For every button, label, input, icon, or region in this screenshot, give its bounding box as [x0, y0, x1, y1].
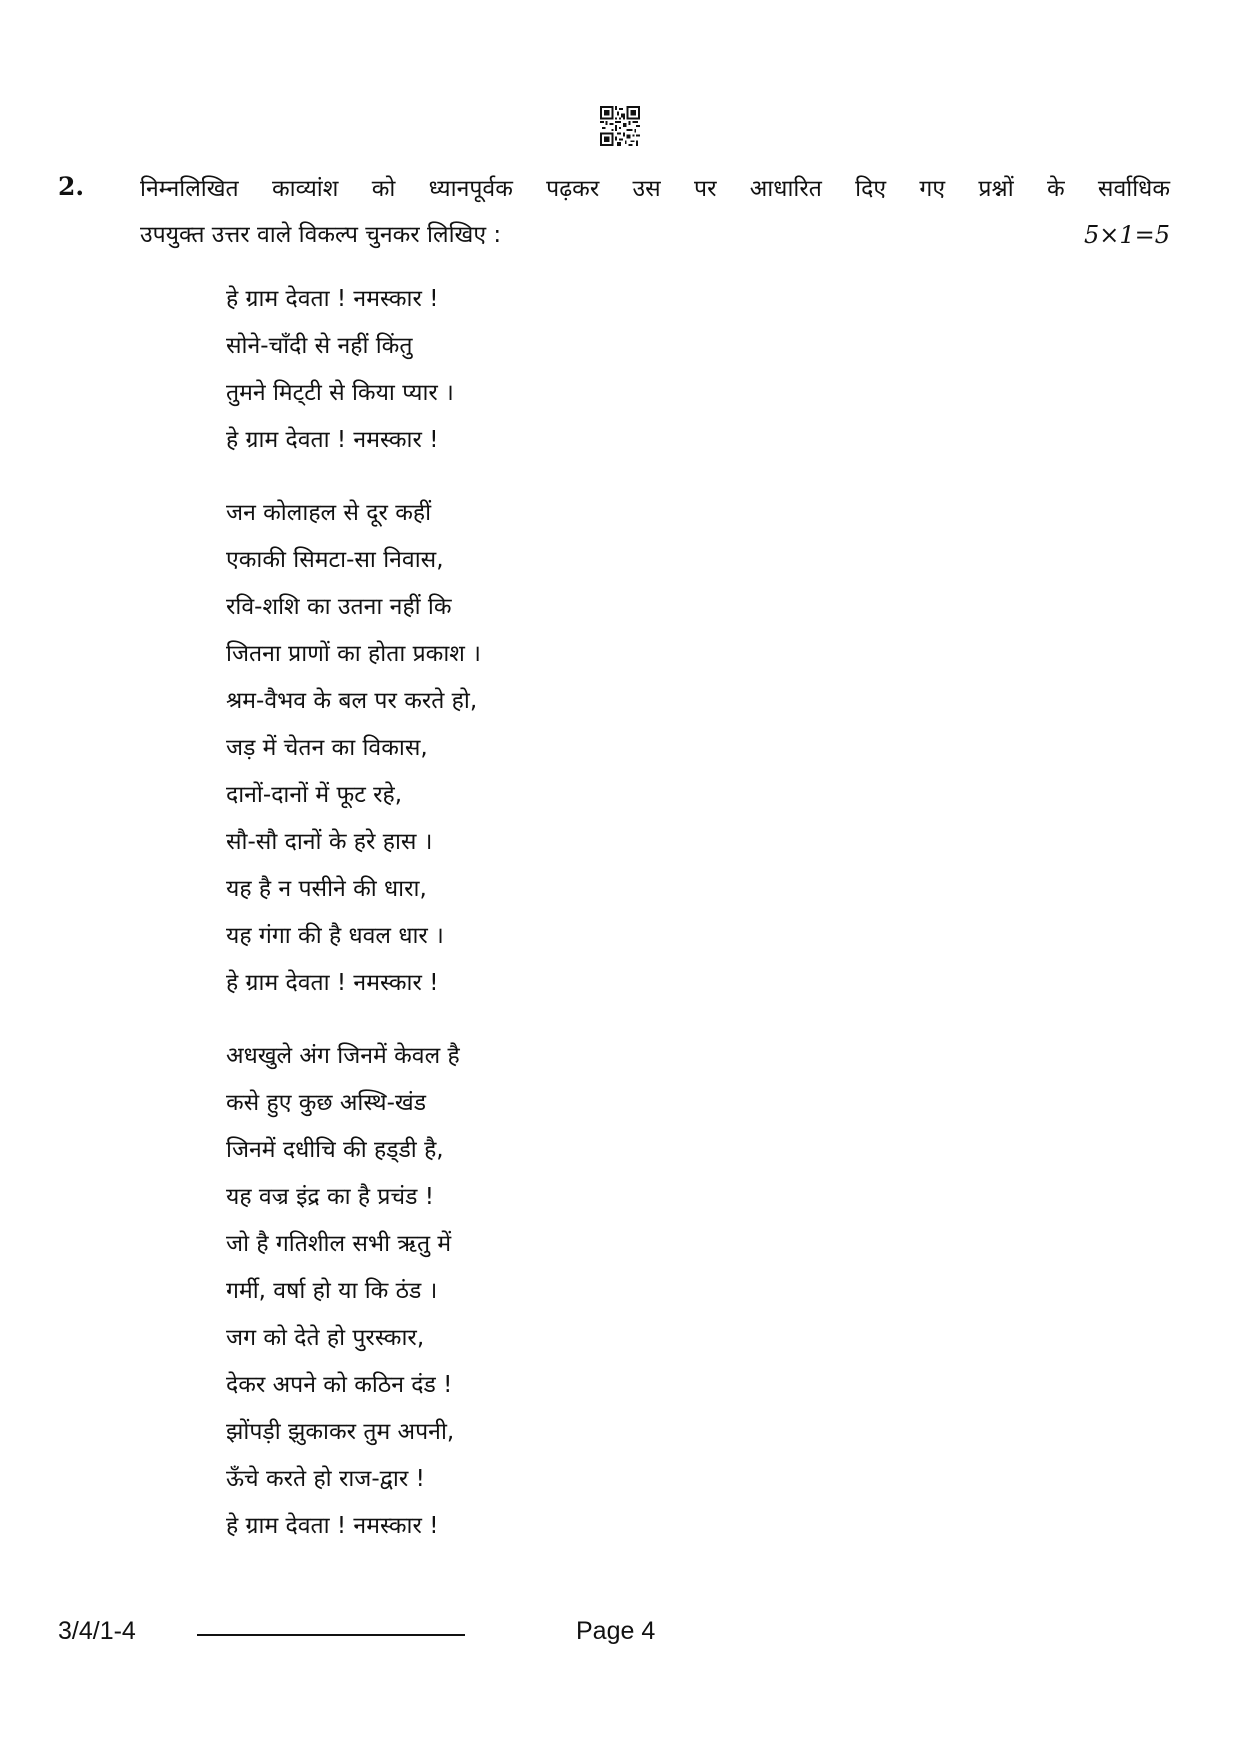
- poem-line: ऊँचे करते हो राज-द्वार !: [226, 1466, 425, 1492]
- poem-line: सोने-चाँदी से नहीं किंतु: [226, 333, 413, 359]
- stanza-3: [226, 1033, 481, 1550]
- instruction-line-1: निम्नलिखित काव्यांश को ध्यानपूर्वक पढ़कर उस पर आधारित दिए गए प्रश्नों के सर्वाधिक: [140, 176, 1170, 202]
- qr-code-icon: [600, 106, 640, 146]
- stanza-1: [226, 276, 481, 464]
- poem-line: सौ-सौ दानों के हरे हास ।: [226, 829, 433, 855]
- poem-line: हे ग्राम देवता ! नमस्कार !: [226, 286, 439, 312]
- poem-line: जो है गतिशील सभी ऋतु में: [226, 1231, 452, 1257]
- poem-line: जन कोलाहल से दूर कहीं: [226, 500, 432, 526]
- poem-line: दानों-दानों में फूट रहे,: [226, 782, 403, 808]
- poem: [226, 276, 481, 1576]
- poem-line: जड़ में चेतन का विकास,: [226, 735, 428, 761]
- question-instruction: [140, 166, 1170, 258]
- poem-line: रवि-शशि का उतना नहीं कि: [226, 594, 452, 620]
- poem-line: हे ग्राम देवता ! नमस्कार !: [226, 970, 439, 996]
- poem-line: एकाकी सिमटा-सा निवास,: [226, 547, 444, 573]
- instruction-line-2: उपयुक्त उत्तर वाले विकल्प चुनकर लिखिए :: [140, 222, 502, 248]
- poem-line: हे ग्राम देवता ! नमस्कार !: [226, 1513, 439, 1539]
- poem-line: देकर अपने को कठिन दंड !: [226, 1372, 453, 1398]
- poem-line: कसे हुए कुछ अस्थि-खंड: [226, 1090, 426, 1116]
- page-footer: [0, 1617, 1241, 1657]
- page-number: Page 4: [576, 1617, 656, 1645]
- poem-line: झोंपड़ी झुकाकर तुम अपनी,: [226, 1419, 455, 1445]
- instruction-line-2-row: [140, 212, 1170, 258]
- poem-line: श्रम-वैभव के बल पर करते हो,: [226, 688, 478, 714]
- poem-line: जितना प्राणों का होता प्रकाश ।: [226, 641, 481, 667]
- poem-line: तुमने मिट्‌टी से किया प्यार ।: [226, 380, 454, 406]
- poem-line: जिनमें दधीचि की हड्‌डी है,: [226, 1137, 444, 1163]
- poem-line: गर्मी, वर्षा हो या कि ठंड ।: [226, 1278, 438, 1304]
- marks-allocation: 5×1=5: [1083, 221, 1170, 249]
- poem-line: यह वज्र इंद्र का है प्रचंड !: [226, 1184, 434, 1210]
- footer-rule: [197, 1634, 465, 1636]
- poem-line: यह गंगा की है धवल धार ।: [226, 923, 444, 949]
- question-number: 2.: [58, 172, 85, 201]
- poem-line: अधखुले अंग जिनमें केवल है: [226, 1043, 460, 1069]
- paper-code: 3/4/1-4: [58, 1617, 136, 1645]
- poem-line: यह है न पसीने की धारा,: [226, 876, 427, 902]
- poem-line: हे ग्राम देवता ! नमस्कार !: [226, 427, 439, 453]
- stanza-2: [226, 490, 481, 1007]
- poem-line: जग को देते हो पुरस्कार,: [226, 1325, 425, 1351]
